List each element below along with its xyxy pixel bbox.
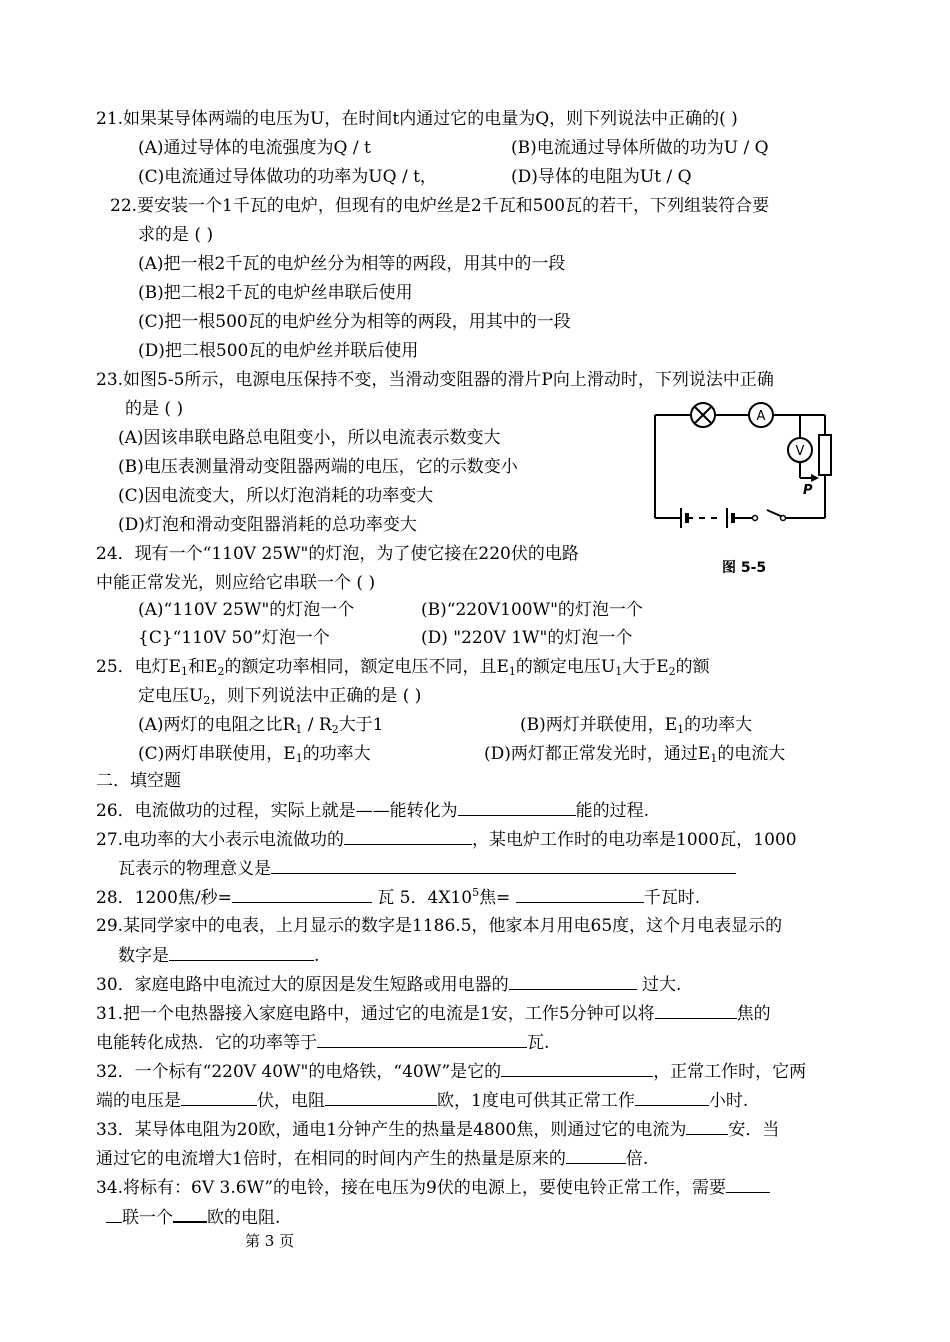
q32-blank-4[interactable] xyxy=(635,1089,709,1106)
q25-option-a: (A)两灯的电阻之比$R_1 / R_2$大于1 xyxy=(138,715,384,736)
q25-option-c: (C)两灯串联使用，$E_1$的功率大 xyxy=(138,744,371,765)
q25-stem: 25．电灯$E_1$和$E_2$的额定功率相同，额定电压不同，且$E_1$的额定电压$U_1$大于$E_2$的额 xyxy=(96,657,710,678)
battery-icon xyxy=(681,508,733,528)
q24-option-b: (B)“220V100W"的灯泡一个 xyxy=(421,600,643,620)
q27-line2: 瓦表示的物理意义是 xyxy=(118,857,736,880)
q21-option-b: (B)电流通过导体所做的功为U / Q xyxy=(511,138,769,158)
q28-blank-1[interactable] xyxy=(232,886,372,903)
q21-option-c: (C)电流通过导体做功的功率为UQ / t， xyxy=(138,167,437,187)
q33-blank-1[interactable] xyxy=(686,1118,728,1135)
q23-stem: 23.如图5-5所示，电源电压保持不变，当滑动变阻器的滑片P向上滑动时，下列说法中正确 xyxy=(96,370,774,390)
q32-line2: 端的电压是 伏，电阻 欧，1度电可供其正常工作 小时. xyxy=(96,1091,749,1111)
q25-stem-cont: 定电压$U_2$，则下列说法中正确的是 ( ) xyxy=(138,686,422,707)
section-heading-fill-in: 二．填空题 xyxy=(96,771,181,791)
q31-blank-2[interactable] xyxy=(317,1031,527,1048)
q21-option-a: (A)通过导体的电流强度为Q / t xyxy=(138,138,371,158)
slider-label: P xyxy=(803,483,813,498)
q23-option-a: (A)因该串联电路总电阻变小，所以电流表示数变大 xyxy=(118,428,501,448)
q32-blank-3[interactable] xyxy=(325,1089,437,1106)
q33-line2: 通过它的电流增大1倍时，在相同的时间内产生的热量是原来的 倍. xyxy=(96,1149,649,1169)
q28-blank-2[interactable] xyxy=(516,886,644,903)
q30-blank[interactable] xyxy=(509,973,637,990)
q23-option-d: (D)灯泡和滑动变阻器消耗的总功率变大 xyxy=(118,515,417,535)
page-number: 第 3 页 xyxy=(245,1232,295,1250)
q29-blank[interactable] xyxy=(169,944,314,961)
q29-line2: 数字是 . xyxy=(118,946,320,966)
voltmeter-icon xyxy=(788,438,812,462)
ammeter-label: A xyxy=(756,409,766,424)
q24-option-c: {C}“110V 50”灯泡一个 xyxy=(138,628,330,648)
q34-blank-1[interactable] xyxy=(726,1176,770,1193)
q22-option-a: (A)把一根2千瓦的电炉丝分为相等的两段，用其中的一段 xyxy=(138,254,566,274)
q32-blank-1[interactable] xyxy=(501,1060,653,1077)
q23-option-c: (C)因电流变大，所以灯泡消耗的功率变大 xyxy=(118,486,434,506)
q21-option-d: (D)导体的电阻为Ut / Q xyxy=(511,167,692,187)
q24-option-d: (D) "220V 1W"的灯泡一个 xyxy=(421,628,633,648)
q31-line2: 电能转化成热．它的功率等于 瓦. xyxy=(96,1033,550,1053)
q22-stem-cont: 求的是 ( ) xyxy=(138,225,214,245)
q34-blank-1-cont[interactable] xyxy=(106,1206,122,1223)
q22-stem: 22.要安装一个1千瓦的电炉，但现有的电炉丝是2千瓦和500瓦的若干，下列组装符合要 xyxy=(110,196,770,216)
q24-option-a: (A)“110V 25W"的灯泡一个 xyxy=(138,600,355,620)
switch-icon xyxy=(753,516,786,521)
q28: 28．1200焦/秒= 瓦 5．$4X10^5$焦= 千瓦时. xyxy=(96,886,701,908)
q21-stem: 21.如果某导体两端的电压为U，在时间t内通过它的电量为Q，则下列说法中正确的( ) xyxy=(96,109,738,129)
q22-option-d: (D)把二根500瓦的电炉丝并联后使用 xyxy=(138,341,419,361)
q31-blank-1[interactable] xyxy=(655,1002,737,1019)
q24-stem-cont: 中能正常发光，则应给它串联一个 ( ) xyxy=(96,573,376,593)
q23-stem-cont: 的是 ( ) xyxy=(125,399,184,419)
q34-blank-2[interactable] xyxy=(173,1205,207,1223)
q32: 32．一个标有“220V 40W"的电烙铁，“40W”是它的 ，正常工作时，它两 xyxy=(96,1062,807,1082)
figure-caption: 图 5-5 xyxy=(722,560,767,576)
q34: 34.将标有：6V 3.6W”的电铃，接在电压为9伏的电源上，要使电铃正常工作，需要 xyxy=(96,1176,770,1199)
ammeter-icon xyxy=(749,403,773,427)
q27-blank-1[interactable] xyxy=(344,828,472,845)
voltmeter-label: V xyxy=(795,444,805,459)
q26-blank[interactable] xyxy=(458,799,576,816)
q24-stem: 24．现有一个“110V 25W"的灯泡，为了使它接在220伏的电路 xyxy=(96,544,579,564)
q26: 26．电流做功的过程，实际上就是——能转化为 能的过程. xyxy=(96,801,650,821)
q22-option-b: (B)把二根2千瓦的电炉丝串联后使用 xyxy=(138,283,413,303)
q29-stem: 29.某同学家中的电表，上月显示的数字是1186.5，他家本月用电65度，这个月电表显示的 xyxy=(96,916,783,936)
q33-blank-2[interactable] xyxy=(566,1147,626,1164)
q33: 33．某导体电阻为20欧，通电1分钟产生的热量是4800焦，则通过它的电流为 安．当 xyxy=(96,1120,780,1140)
circuit-diagram xyxy=(645,390,855,580)
q25-option-b: (B)两灯并联使用，$E_1$的功率大 xyxy=(520,715,753,736)
q25-option-d: (D)两灯都正常发光时，通过$E_1$的电流大 xyxy=(484,744,786,765)
lamp-icon xyxy=(691,403,715,427)
q32-blank-2[interactable] xyxy=(181,1089,257,1106)
q31: 31.把一个电热器接入家庭电路中，通过它的电流是1安，工作5分钟可以将 焦的 xyxy=(96,1004,771,1024)
q27-blank-2[interactable] xyxy=(271,857,736,874)
q27: 27.电功率的大小表示电流做功的 ，某电炉工作时的电功率是1000瓦，1000 xyxy=(96,830,797,850)
q23-option-b: (B)电压表测量滑动变阻器两端的电压，它的示数变小 xyxy=(118,457,518,477)
q34-line2: 联一个 欧的电阻. xyxy=(106,1205,280,1229)
q22-option-c: (C)把一根500瓦的电炉丝分为相等的两段，用其中的一段 xyxy=(138,312,571,332)
q30: 30．家庭电路中电流过大的原因是发生短路或用电器的 过大. xyxy=(96,975,682,995)
